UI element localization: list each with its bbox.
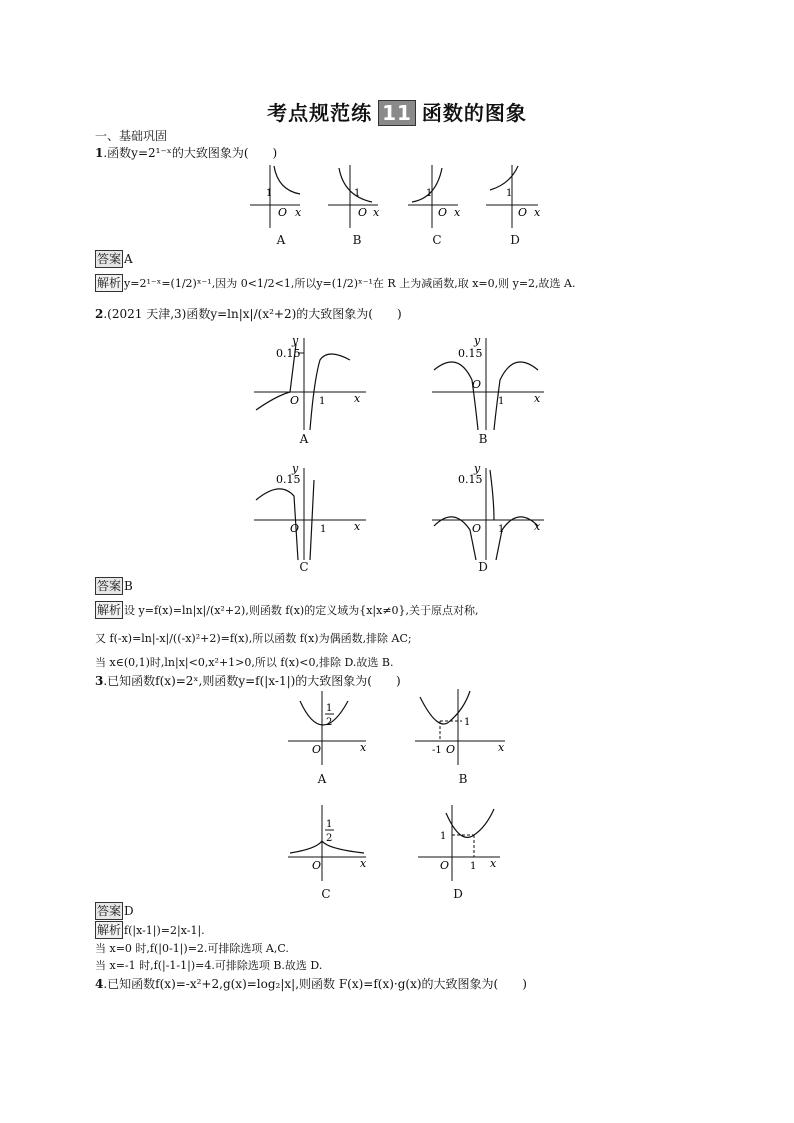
svg-text:x: x: [373, 206, 380, 219]
q3-option-c[interactable]: C: [321, 887, 331, 901]
svg-text:1: 1: [326, 819, 333, 830]
svg-text:x: x: [534, 206, 541, 219]
svg-text:-1: -1: [432, 745, 442, 756]
svg-text:0.15: 0.15: [276, 473, 301, 486]
svg-text:O: O: [290, 394, 300, 407]
svg-text:0.15: 0.15: [458, 473, 483, 486]
q2-graph-d: [432, 462, 544, 560]
q3-graph-b: [415, 689, 505, 765]
q2-analysis-3: 当 x∈(0,1)时,ln|x|<0,x²+1>0,所以 f(x)<0,排除 D.故选 B.: [95, 656, 394, 669]
q1-graphs: [240, 160, 550, 232]
svg-text:O: O: [446, 743, 456, 756]
q2-answer: 答案 B: [97, 579, 133, 593]
q3-analysis-3: 当 x=-1 时,f(|-1-1|)=4.可排除选项 B.故选 D.: [95, 959, 323, 972]
svg-text:x: x: [354, 392, 361, 405]
svg-text:0.15: 0.15: [458, 347, 483, 360]
svg-text:O: O: [358, 206, 368, 219]
svg-text:y: y: [474, 462, 481, 475]
svg-text:y: y: [292, 462, 299, 475]
svg-text:1: 1: [498, 524, 505, 535]
q1-answer: 答案 A: [97, 252, 133, 266]
q1-graph-b: [328, 165, 380, 228]
svg-text:x: x: [360, 741, 367, 754]
page-title: 考点规范练 11 函数的图象: [267, 101, 527, 125]
svg-text:O: O: [312, 743, 322, 756]
svg-text:1: 1: [440, 831, 447, 842]
q1-stem: 1.函数y=2¹⁻ˣ的大致图象为( ): [95, 146, 278, 160]
q2-stem: 2.(2021 天津,3)函数y=ln|x|/(x²+2)的大致图象为( ): [95, 307, 402, 321]
q2-graph-b: [432, 334, 544, 430]
q2-option-a[interactable]: A: [299, 432, 309, 446]
svg-text:O: O: [438, 206, 448, 219]
svg-text:1: 1: [326, 703, 333, 714]
svg-text:O: O: [472, 522, 482, 535]
svg-text:2: 2: [326, 833, 333, 844]
section-heading: 一、基础巩固: [95, 129, 168, 143]
q2-analysis-2: 又 f(-x)=ln|-x|/((-x)²+2)=f(x),所以函数 f(x)为偶函数,排除 AC;: [95, 632, 412, 645]
q3-graph-d: [418, 805, 500, 881]
q2-option-d[interactable]: D: [478, 560, 488, 574]
q1-graph-c: [408, 165, 461, 228]
svg-text:O: O: [278, 206, 288, 219]
q3-answer: 答案 D: [97, 904, 134, 918]
q2-graphs: [250, 330, 550, 580]
q3-graph-a: [288, 691, 367, 765]
q3-option-b[interactable]: B: [458, 772, 468, 786]
svg-text:y: y: [474, 334, 481, 347]
svg-text:y: y: [292, 334, 299, 347]
svg-text:1: 1: [266, 188, 273, 199]
svg-text:O: O: [290, 522, 300, 535]
q3-option-d[interactable]: D: [453, 887, 463, 901]
q1-graph-a: [250, 165, 302, 228]
q1-analysis: 解析 y=2¹⁻ˣ=(1/2)ˣ⁻¹,因为 0<1/2<1,所以y=(1/2)ˣ⁻¹在 R 上为减函数,取 x=0,则 y=2,故选 A.: [97, 276, 576, 290]
svg-text:1: 1: [464, 717, 471, 728]
q3-stem: 3.已知函数f(x)=2ˣ,则函数y=f(|x-1|)的大致图象为( ): [95, 674, 401, 688]
q3-analysis-2: 当 x=0 时,f(|0-1|)=2.可排除选项 A,C.: [95, 942, 289, 955]
q1-option-c[interactable]: C: [432, 233, 442, 247]
q1-graph-d: [486, 165, 541, 228]
svg-text:x: x: [360, 857, 367, 870]
q3-analysis-1: 解析 f(|x-1|)=2|x-1|.: [97, 923, 205, 937]
title-number: 11: [378, 100, 416, 126]
answer-tag: 答案: [97, 252, 122, 266]
svg-text:1: 1: [470, 861, 477, 872]
svg-text:x: x: [534, 392, 541, 405]
q3-graph-c: [288, 805, 367, 881]
svg-text:O: O: [472, 378, 482, 391]
svg-text:x: x: [354, 520, 361, 533]
svg-text:1: 1: [319, 396, 326, 407]
svg-text:O: O: [518, 206, 528, 219]
q1-option-d[interactable]: D: [510, 233, 520, 247]
q4-stem: 4.已知函数f(x)=-x²+2,g(x)=log₂|x|,则函数 F(x)=f(x)·g(x)的大致图象为( ): [95, 977, 527, 991]
svg-text:1: 1: [506, 188, 513, 199]
svg-text:x: x: [534, 520, 541, 533]
svg-text:1: 1: [426, 188, 433, 199]
svg-text:2: 2: [326, 717, 333, 728]
svg-text:x: x: [490, 857, 497, 870]
analysis-tag: 解析: [97, 276, 122, 290]
svg-text:1: 1: [354, 188, 361, 199]
q2-analysis-1: 解析 设 y=f(x)=ln|x|/(x²+2),则函数 f(x)的定义域为{x|x≠0},关于原点对称,: [97, 603, 479, 617]
svg-text:x: x: [295, 206, 302, 219]
q2-option-b[interactable]: B: [478, 432, 488, 446]
svg-text:0.15: 0.15: [276, 347, 301, 360]
svg-text:x: x: [454, 206, 461, 219]
q2-graph-a: [254, 334, 366, 430]
q3-option-a[interactable]: A: [317, 772, 327, 786]
svg-text:1: 1: [498, 396, 505, 407]
svg-text:1: 1: [320, 524, 327, 535]
svg-text:x: x: [498, 741, 505, 754]
q2-graph-c: [254, 462, 366, 560]
q2-option-c[interactable]: C: [299, 560, 309, 574]
q1-option-a[interactable]: A: [276, 233, 286, 247]
svg-text:O: O: [312, 859, 322, 872]
q1-option-b[interactable]: B: [352, 233, 362, 247]
svg-text:O: O: [440, 859, 450, 872]
